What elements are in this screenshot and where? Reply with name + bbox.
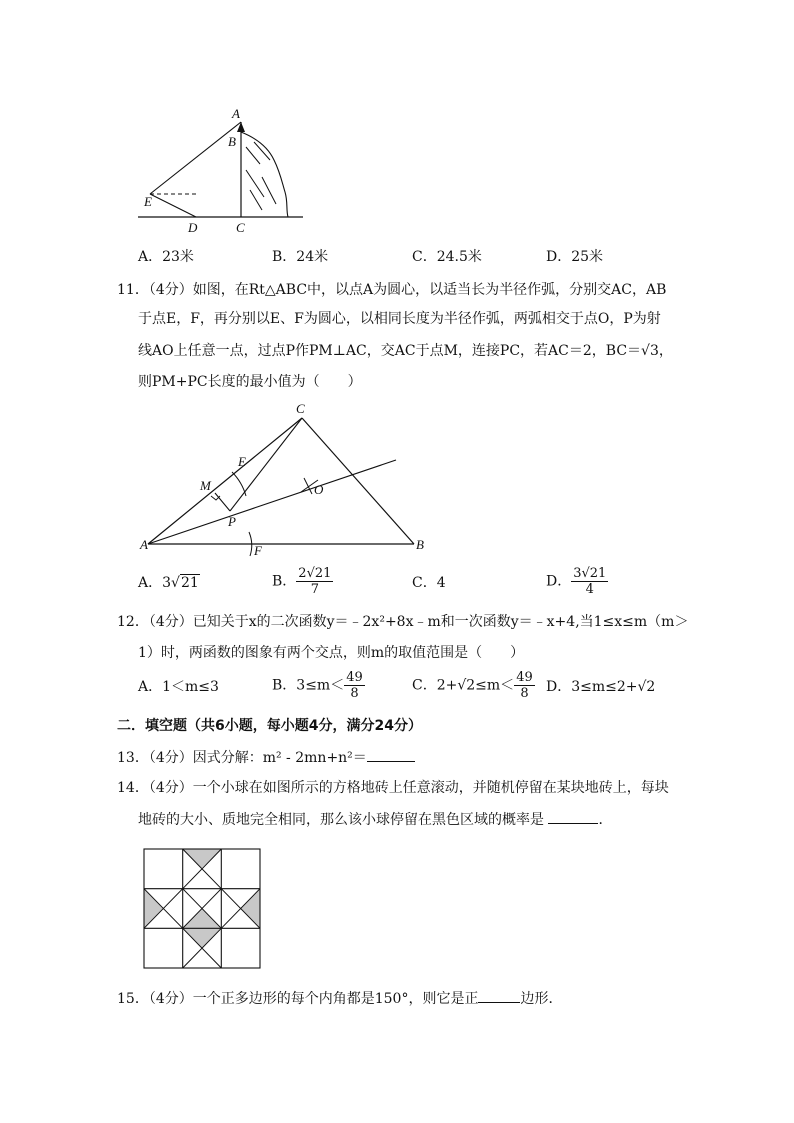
label-C: C bbox=[236, 220, 245, 235]
label-E: E bbox=[144, 194, 152, 209]
fig-label-P: P bbox=[228, 514, 236, 529]
q11-score: （4分） bbox=[148, 282, 193, 298]
q12-line1: 12．（4分）已知关于x的二次函数y＝﹣2x²+8x﹣m和一次函数y＝﹣x+4,当1≤x≤m（m＞ bbox=[117, 614, 689, 630]
ray-AO bbox=[148, 460, 396, 544]
cliff-outline bbox=[241, 132, 288, 217]
q12-option-c[interactable]: C．2+√2≤m＜ $\frac{49}{8}$ bbox=[412, 670, 533, 701]
side-BC bbox=[302, 418, 414, 544]
arc-O-1 bbox=[304, 478, 312, 494]
q11-option-d[interactable]: D． $\frac{3√21}{4}$ bbox=[546, 566, 607, 597]
q15-answer-blank[interactable] bbox=[478, 988, 520, 1003]
q11-option-b[interactable]: B． $\frac{2√21}{7}$ bbox=[272, 566, 332, 597]
fig-label-A: A bbox=[140, 537, 148, 552]
arrow-head-icon bbox=[237, 122, 245, 132]
q10-option-b[interactable]: B．24米 bbox=[272, 249, 329, 265]
q13-line: 13．（4分）因式分解：m² - 2mn+n²＝ bbox=[117, 747, 415, 768]
q12-option-b[interactable]: B．3≤m＜ $\frac{49}{8}$ bbox=[272, 670, 363, 701]
q14-answer-blank[interactable] bbox=[548, 809, 598, 824]
q14-line2: 地砖的大小、质地完全相同，那么该小球停留在黑色区域的概率是 ． bbox=[138, 809, 612, 830]
label-B: B bbox=[228, 134, 236, 149]
q10-option-d[interactable]: D．25米 bbox=[546, 249, 604, 265]
q11-line2: 于点E，F，再分别以E、F为圆心，以相同长度为半径作弧，两弧相交于点O，P为射 bbox=[138, 311, 661, 327]
q13-answer-blank[interactable] bbox=[367, 747, 415, 762]
segment-PM bbox=[215, 493, 230, 511]
q12-option-a[interactable]: A．1＜m≤3 bbox=[138, 679, 219, 695]
sight-line-AE bbox=[150, 122, 241, 194]
q11-option-a[interactable]: A．3√21 bbox=[138, 575, 199, 591]
q12-option-d[interactable]: D．3≤m≤2+√2 bbox=[546, 679, 656, 695]
q10-option-c[interactable]: C．24.5米 bbox=[412, 249, 482, 265]
q11-line1 bbox=[117, 280, 666, 300]
q10-option-a[interactable]: A．23米 bbox=[138, 249, 194, 265]
fig-label-F: F bbox=[254, 543, 262, 558]
line-ED bbox=[150, 194, 196, 217]
fig-label-E: E bbox=[238, 454, 246, 469]
side-AC bbox=[148, 418, 302, 544]
fig-label-O: O bbox=[314, 482, 324, 497]
q11-number: 11． bbox=[117, 282, 149, 298]
q14-line1: 14．（4分）一个小球在如图所示的方格地砖上任意滚动，并随机停留在某块地砖上，每块 bbox=[117, 780, 669, 796]
fig-label-B: B bbox=[416, 537, 424, 552]
figure-q14-tiles bbox=[143, 848, 263, 970]
cliff-hatching bbox=[246, 142, 276, 210]
label-A: A bbox=[232, 106, 240, 121]
figure-q10-cliff bbox=[138, 102, 308, 237]
label-D: D bbox=[188, 220, 198, 235]
fig-label-M: M bbox=[200, 478, 211, 493]
q15-line: 15．（4分）一个正多边形的每个内角都是150°，则它是正 边形． bbox=[117, 988, 562, 1009]
q11-line4: 则PM+PC长度的最小值为（ ） bbox=[138, 374, 362, 390]
fig-label-C: C bbox=[296, 401, 305, 416]
q11-option-c[interactable]: C．4 bbox=[412, 575, 446, 591]
q11-line3: 线AO上任意一点，过点P作PM⊥AC，交AC于点M，连接PC，若AC＝2，BC＝√3， bbox=[138, 343, 673, 359]
shaded-triangles bbox=[144, 849, 260, 948]
q12-line2: 1）时，两函数的图象有两个交点，则m的取值范围是（ ） bbox=[138, 645, 525, 661]
section-title-fill-in: 二．填空题（共6小题，每小题4分，满分24分） bbox=[117, 718, 422, 734]
q11-line1-text: 如图，在Rt△ABC中，以点A为圆心，以适当长为半径作弧，分别交AC，AB bbox=[192, 282, 667, 298]
figure-q11-triangle bbox=[136, 400, 436, 560]
